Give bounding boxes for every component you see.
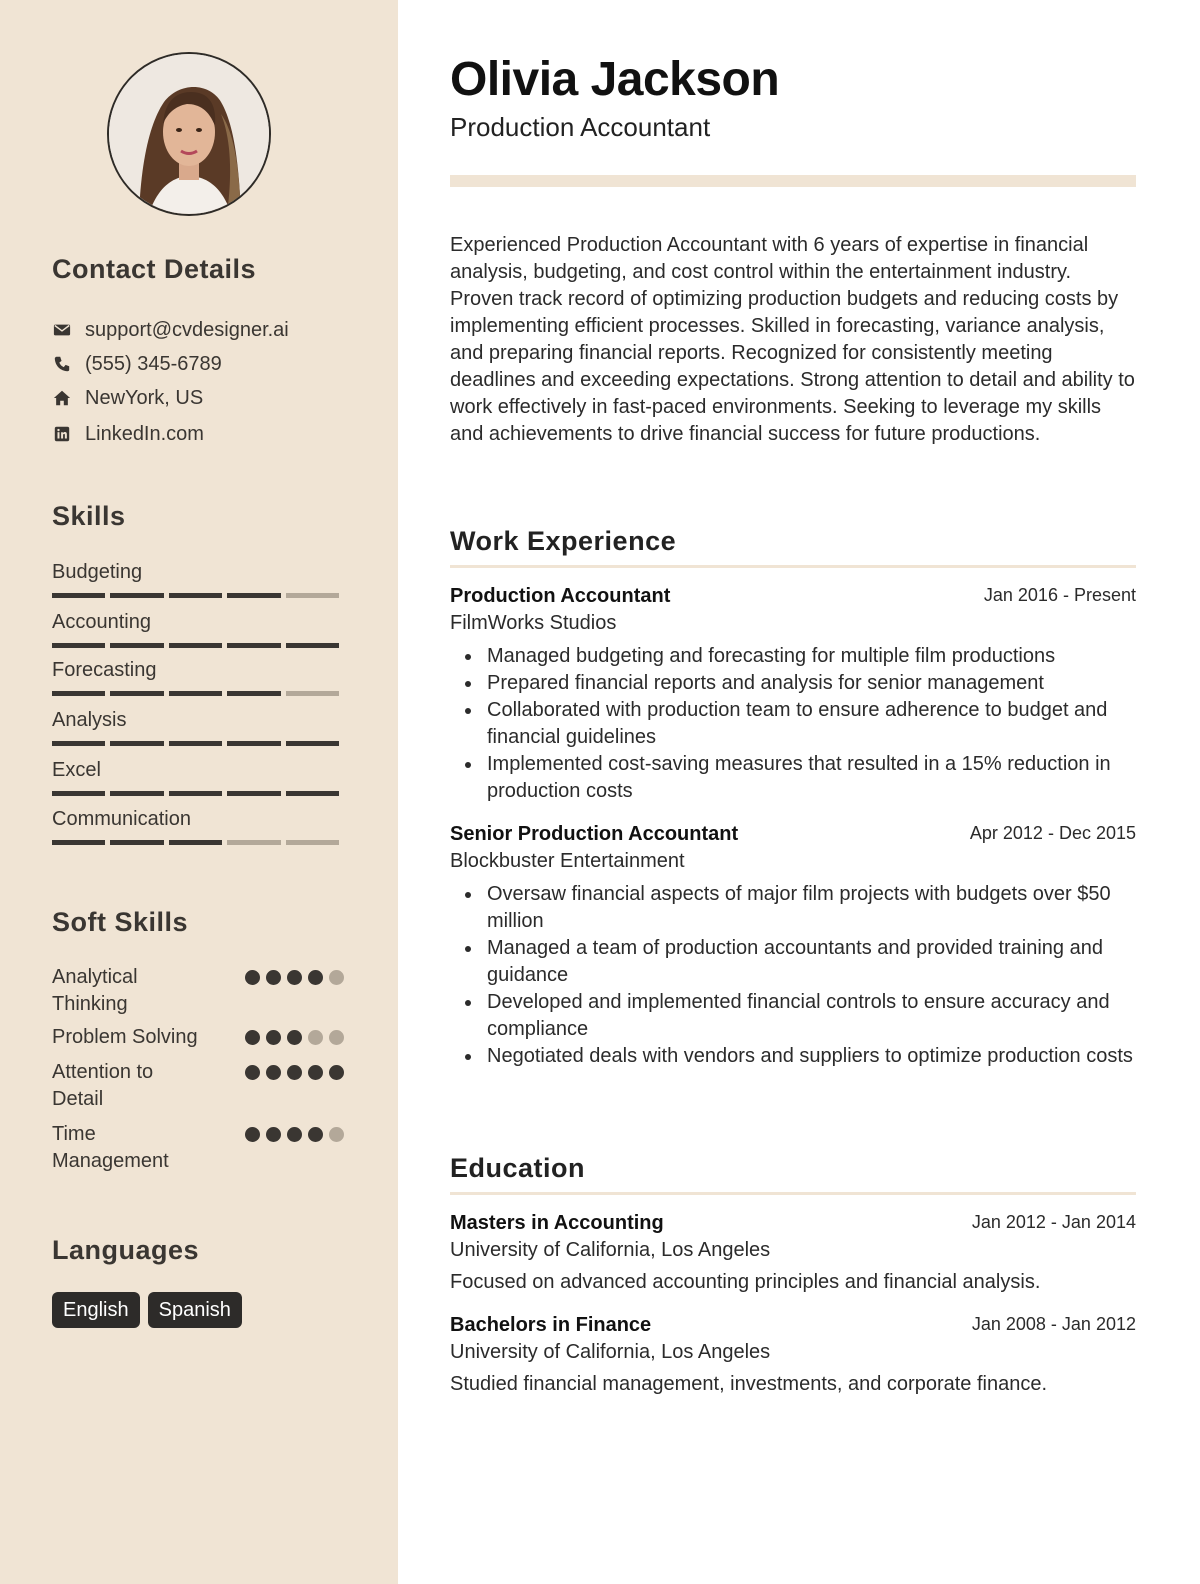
contact-heading: Contact Details [52, 254, 257, 284]
rating-dot-filled [245, 1030, 260, 1045]
main-content [398, 0, 1200, 1584]
rating-dot-filled [287, 1065, 302, 1080]
rating-dot-filled [245, 1127, 260, 1142]
skill-bar-filled [52, 840, 105, 845]
skill-item [52, 757, 344, 796]
sidebar [0, 0, 398, 1584]
skill-bar-filled [227, 791, 280, 796]
skill-bar-filled [110, 593, 163, 598]
skill-bar-filled [286, 741, 339, 746]
skill-bar-filled [227, 741, 280, 746]
work-bullet: Oversaw financial aspects of major film projects with budgets over $50 million [450, 881, 1136, 935]
skill-bar-filled [110, 741, 163, 746]
skill-level-bars [52, 791, 344, 796]
skill-item [52, 609, 344, 648]
languages-heading: Languages [52, 1235, 200, 1265]
skill-bar-filled [169, 840, 222, 845]
education-entry-1 [450, 1212, 1136, 1294]
rating-dot-filled [329, 1065, 344, 1080]
soft-skills-heading: Soft Skills [52, 907, 189, 937]
education-dates: Jan 2012 - Jan 2014 [971, 1212, 1136, 1232]
soft-skill-name: Attention to Detail [52, 1061, 154, 1110]
skill-bar-filled [169, 791, 222, 796]
soft-skill-item [52, 1121, 344, 1175]
rating-dot-filled [266, 1127, 281, 1142]
skill-bar-filled [52, 741, 105, 746]
education-description: Studied financial management, investments, and corporate finance. [450, 1373, 1048, 1395]
skill-bar-filled [227, 691, 280, 696]
work-entry-company: Blockbuster Entertainment [450, 850, 685, 872]
soft-skill-rating [245, 970, 350, 985]
work-entry-bullets [450, 643, 1136, 805]
skill-name: Communication [52, 808, 191, 830]
rating-dot-filled [287, 970, 302, 985]
skill-bar-filled [110, 643, 163, 648]
education-school: University of California, Los Angeles [450, 1341, 771, 1363]
skill-bar-filled [286, 643, 339, 648]
skill-item [52, 657, 344, 696]
contact-phone-text: (555) 345-6789 [85, 352, 222, 375]
skill-bar-filled [286, 791, 339, 796]
soft-skill-rating [245, 1030, 350, 1045]
rating-dot-filled [266, 1030, 281, 1045]
contact-linkedin[interactable] [52, 419, 204, 449]
work-experience-heading: Work Experience [450, 526, 677, 556]
education-description: Focused on advanced accounting principles and financial analysis. [450, 1271, 1041, 1293]
work-bullet: Prepared financial reports and analysis for senior management [450, 670, 1136, 697]
phone-icon [52, 354, 72, 374]
skill-name: Analysis [52, 709, 127, 731]
work-bullet: Developed and implemented financial controls to ensure accuracy and compliance [450, 989, 1136, 1043]
work-bullet: Implemented cost-saving measures that resulted in a 15% reduction in production costs [450, 751, 1136, 805]
education-dates: Jan 2008 - Jan 2012 [971, 1314, 1136, 1334]
header-accent-bar [450, 175, 1136, 187]
linkedin-icon [52, 424, 72, 444]
work-entry-role: Production Accountant [450, 585, 671, 607]
skill-bar-filled [52, 791, 105, 796]
skill-item [52, 707, 344, 746]
rating-dot-filled [287, 1127, 302, 1142]
soft-skill-item [52, 1059, 344, 1113]
work-bullet: Negotiated deals with vendors and suppliers to optimize production costs [450, 1043, 1136, 1070]
skill-bar-empty [286, 593, 339, 598]
profile-summary: Experienced Production Accountant with 6 years of expertise in financial analysis, budgeting, and cost control within the entertainment industry. Proven track record of optimizing production budgets and reducing costs by implementing efficient processes. Skilled in forecasting, variance analysis, and preparing financial reports. Recognized for consistently meeting deadlines and exceeding expectations. Strong attention to detail and ability to work effectively in fast-paced environments. Seeking to leverage my skills and achievements to drive financial success for future productions. [450, 234, 1135, 445]
skill-bar-filled [52, 643, 105, 648]
rating-dot-filled [287, 1030, 302, 1045]
candidate-title: Production Accountant [450, 112, 711, 142]
education-degree: Bachelors in Finance [450, 1314, 652, 1336]
skill-level-bars [52, 593, 344, 598]
portrait-image [109, 54, 269, 214]
language-tag-english: English [52, 1292, 140, 1328]
contact-location-text: NewYork, US [85, 386, 204, 409]
skill-bar-filled [169, 741, 222, 746]
language-tag-spanish: Spanish [148, 1292, 242, 1328]
education-rule [450, 1192, 1136, 1195]
rating-dot-filled [266, 970, 281, 985]
work-entry-2 [450, 823, 1136, 1070]
soft-skill-rating [245, 1127, 350, 1142]
rating-dot-empty [308, 1030, 323, 1045]
skill-bar-empty [286, 691, 339, 696]
skill-bar-filled [52, 691, 105, 696]
skill-bar-filled [169, 643, 222, 648]
soft-skill-item [52, 964, 344, 1018]
work-entry-role: Senior Production Accountant [450, 823, 739, 845]
profile-photo [107, 52, 271, 216]
skill-bar-filled [227, 643, 280, 648]
work-bullet: Managed budgeting and forecasting for multiple film productions [450, 643, 1136, 670]
skill-item [52, 806, 344, 845]
contact-linkedin-text: LinkedIn.com [85, 422, 204, 445]
skill-bar-filled [169, 691, 222, 696]
skill-bar-empty [286, 840, 339, 845]
envelope-icon [52, 320, 72, 340]
contact-location [52, 383, 203, 413]
rating-dot-filled [245, 970, 260, 985]
skill-name: Excel [52, 759, 101, 781]
soft-skill-name: Analytical Thinking [52, 966, 138, 1015]
rating-dot-filled [245, 1065, 260, 1080]
skill-bar-filled [227, 593, 280, 598]
skill-name: Budgeting [52, 561, 143, 583]
work-experience-rule [450, 565, 1136, 568]
work-entry-dates: Jan 2016 - Present [983, 585, 1136, 605]
soft-skill-rating [245, 1065, 350, 1080]
education-entry-2 [450, 1314, 1136, 1396]
rating-dot-empty [329, 1127, 344, 1142]
contact-phone[interactable] [52, 349, 222, 379]
rating-dot-empty [329, 1030, 344, 1045]
skill-name: Accounting [52, 611, 151, 633]
education-degree: Masters in Accounting [450, 1212, 664, 1234]
skill-level-bars [52, 643, 344, 648]
work-entry-1 [450, 585, 1136, 805]
skill-level-bars [52, 741, 344, 746]
education-school: University of California, Los Angeles [450, 1239, 771, 1261]
skills-heading: Skills [52, 501, 126, 531]
contact-email-text: support@cvdesigner.ai [85, 318, 289, 341]
skill-bar-filled [169, 593, 222, 598]
work-bullet: Collaborated with production team to ensure adherence to budget and financial guidelines [450, 697, 1136, 751]
rating-dot-empty [329, 970, 344, 985]
soft-skill-name: Problem Solving [52, 1026, 198, 1048]
work-entry-company: FilmWorks Studios [450, 612, 617, 634]
skill-level-bars [52, 840, 344, 845]
work-entry-dates: Apr 2012 - Dec 2015 [969, 823, 1136, 843]
rating-dot-filled [308, 1127, 323, 1142]
skill-item [52, 559, 344, 598]
skill-level-bars [52, 691, 344, 696]
rating-dot-filled [308, 970, 323, 985]
home-icon [52, 388, 72, 408]
skill-bar-empty [227, 840, 280, 845]
skill-bar-filled [110, 691, 163, 696]
skill-bar-filled [110, 840, 163, 845]
soft-skill-item [52, 1024, 344, 1051]
work-entry-bullets [450, 881, 1136, 1070]
rating-dot-filled [308, 1065, 323, 1080]
contact-email[interactable] [52, 315, 289, 345]
work-bullet: Managed a team of production accountants and provided training and guidance [450, 935, 1136, 989]
skill-name: Forecasting [52, 659, 157, 681]
candidate-name: Olivia Jackson [450, 53, 780, 106]
education-heading: Education [450, 1153, 586, 1183]
languages-list [52, 1292, 250, 1328]
skill-bar-filled [52, 593, 105, 598]
skill-bar-filled [110, 791, 163, 796]
rating-dot-filled [266, 1065, 281, 1080]
soft-skill-name: Time Management [52, 1123, 169, 1172]
